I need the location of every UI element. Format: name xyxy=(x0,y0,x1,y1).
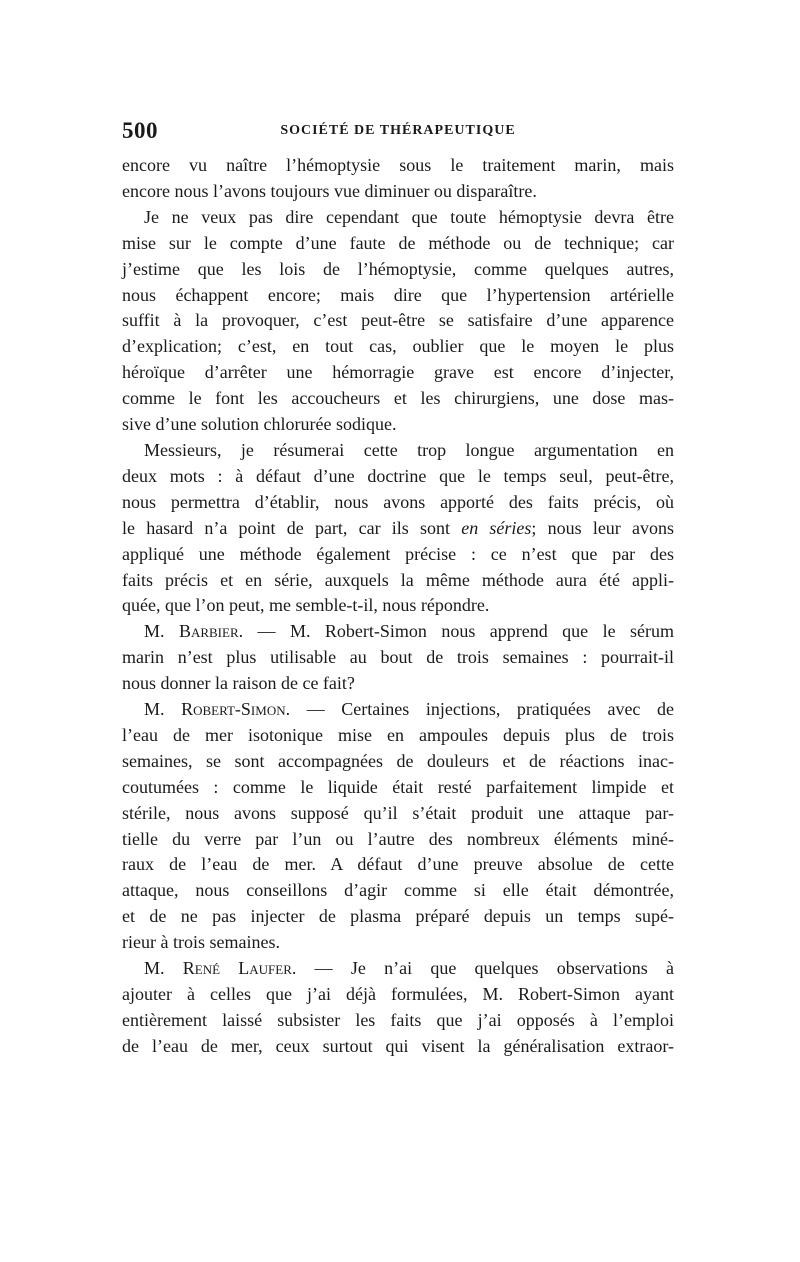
text-line: mise sur le compte d’une faute de méthode ou de technique; car xyxy=(122,232,674,253)
text-line: appliqué une méthode également précise : ce n’est que par des xyxy=(122,543,674,564)
text-line: ajouter à celles que j’ai déjà formulées, M. Robert-Simon ayant xyxy=(122,984,674,1004)
text-line xyxy=(122,697,674,723)
text-line: d’explication; c’est, en tout cas, oublier que le moyen le plus xyxy=(122,336,674,357)
text-line: deux mots : à défaut d’une doctrine que le temps seul, peut-être, xyxy=(122,465,674,486)
speaker-name: Robert-Simon xyxy=(181,699,286,720)
text-line: suffit à la provoquer, c’est peut-être se satisfaire d’une apparence xyxy=(122,310,674,331)
text-segment: . — M. Robert-Simon nous apprend que le sérum xyxy=(238,621,674,642)
text-line: faits précis et en série, auxquels la même méthode aura été appli- xyxy=(122,569,674,590)
text-line: raux de l’eau de mer. A défaut d’une preuve absolue de cette xyxy=(122,854,674,875)
text-segment: M. xyxy=(144,699,182,720)
text-segment: le hasard n’a point de part, car ils sont xyxy=(122,517,462,538)
body-text xyxy=(122,153,674,1060)
text-line xyxy=(122,516,674,542)
text-line: encore nous l’avons toujours vue diminuer ou disparaître. xyxy=(122,180,537,201)
text-segment: . — Je n’ai que quelques observations à xyxy=(291,958,674,979)
text-line: semaines, se sont accompagnées de douleurs et de réactions inac- xyxy=(122,750,674,771)
running-title: SOCIÉTÉ DE THÉRAPEUTIQUE xyxy=(280,123,516,138)
text-line: nous permettra d’établir, nous avons apporté des faits précis, où xyxy=(122,491,674,512)
text-segment: M. xyxy=(144,621,179,642)
page-number: 500 xyxy=(122,118,158,143)
italic-text: en séries xyxy=(461,517,532,538)
text-line: nous échappent encore; mais dire que l’hypertension artérielle xyxy=(122,284,674,305)
text-segment: . — Certaines injections, pratiquées avec de xyxy=(285,699,674,720)
text-line xyxy=(122,619,674,645)
text-line: Je ne veux pas dire cependant que toute hémoptysie devra être xyxy=(144,206,674,227)
text-segment: ; nous leur avons xyxy=(531,517,674,538)
text-line: Messieurs, je résumerai cette trop longue argumentation en xyxy=(144,439,674,460)
text-line: et de ne pas injecter de plasma préparé depuis un temps supé- xyxy=(122,906,674,927)
text-line: comme le font les accoucheurs et les chirurgiens, une dose mas- xyxy=(122,388,674,409)
page-header xyxy=(122,118,674,148)
text-line: sive d’une solution chlorurée sodique. xyxy=(122,414,397,435)
speaker-name: Barbier xyxy=(178,621,239,642)
text-line xyxy=(122,956,674,982)
text-line: stérile, nous avons supposé qu’il s’était produit une attaque par- xyxy=(122,802,674,823)
text-line: coutumées : comme le liquide était resté parfaitement limpide et xyxy=(122,776,674,797)
text-line: de l’eau de mer, ceux surtout qui visent la généralisation extraor- xyxy=(122,1035,674,1056)
text-line: j’estime que les lois de l’hémoptysie, comme quelques autres, xyxy=(122,258,674,279)
text-line: attaque, nous conseillons d’agir comme si elle était démontrée, xyxy=(122,880,674,901)
text-line: nous donner la raison de ce fait? xyxy=(122,673,355,694)
speaker-name: René Laufer xyxy=(182,958,292,979)
text-line: marin n’est plus utilisable au bout de trois semaines : pourrait-il xyxy=(122,647,674,668)
text-line: rieur à trois semaines. xyxy=(122,932,280,953)
text-line: tielle du verre par l’un ou l’autre des nombreux éléments miné- xyxy=(122,828,674,849)
text-line: héroïque d’arrêter une hémorragie grave est encore d’injecter, xyxy=(122,362,674,383)
text-line: l’eau de mer isotonique mise en ampoules depuis plus de trois xyxy=(122,724,674,745)
text-line: encore vu naître l’hémoptysie sous le traitement marin, mais xyxy=(122,155,674,175)
text-line: entièrement laissé subsister les faits que j’ai opposés à l’emploi xyxy=(122,1009,674,1030)
text-line: quée, que l’on peut, me semble-t-il, nous répondre. xyxy=(122,595,490,616)
text-segment: M. xyxy=(144,958,183,979)
